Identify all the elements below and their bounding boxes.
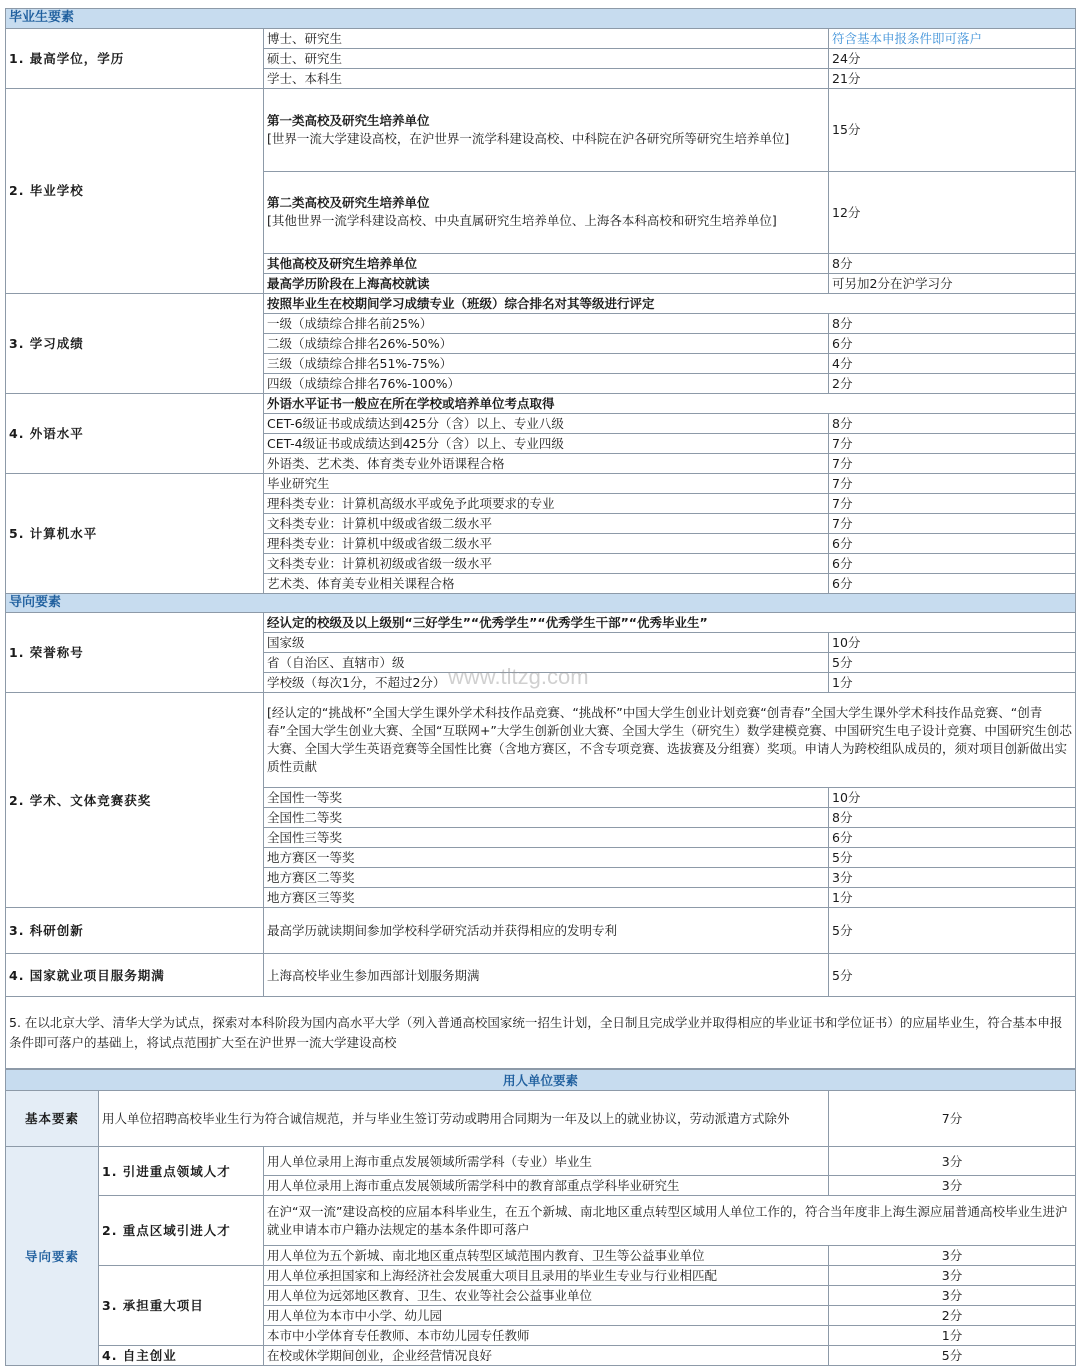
talent-label: 1. 引进重点领域人才 [99, 1147, 264, 1196]
computer-item: 毕业研究生 [264, 473, 829, 493]
competition-score: 5分 [829, 848, 1076, 868]
school-category-1 [264, 88, 829, 171]
region-item: 用人单位为五个新城、南北地区重点转型区域范围内教育、卫生等公益事业单位 [264, 1246, 829, 1266]
graduate-points-table [5, 8, 1076, 1069]
project-label: 3. 承担重大项目 [99, 1266, 264, 1346]
talent-score: 3分 [829, 1147, 1076, 1176]
competition-item: 全国性二等奖 [264, 808, 829, 828]
project-score: 3分 [829, 1286, 1076, 1306]
computer-score: 6分 [829, 533, 1076, 553]
computer-item: 文科类专业：计算机初级或省级一级水平 [264, 553, 829, 573]
startup-item: 在校或休学期间创业，企业经营情况良好 [264, 1346, 829, 1366]
language-intro: 外语水平证书一般应在所在学校或培养单位考点取得 [264, 393, 1076, 413]
talent-item: 用人单位录用上海市重点发展领域所需学科（专业）毕业生 [264, 1147, 829, 1176]
grades-score: 6分 [829, 333, 1076, 353]
computer-score: 7分 [829, 513, 1076, 533]
grades-score: 4分 [829, 353, 1076, 373]
honor-score: 1分 [829, 673, 1076, 693]
startup-score: 5分 [829, 1346, 1076, 1366]
school-category-3-title: 其他高校及研究生培养单位 [264, 253, 829, 273]
language-label: 4. 外语水平 [6, 393, 264, 473]
computer-item: 艺术类、体育美专业相关课程合格 [264, 573, 829, 593]
grades-item: 四级（成绩综合排名76%-100%） [264, 373, 829, 393]
language-item: CET-4级证书或成绩达到425分（含）以上、专业四级 [264, 433, 829, 453]
school-category-1-title: 第一类高校及研究生培养单位 [267, 112, 430, 128]
service-score: 5分 [829, 954, 1076, 997]
honor-label: 1. 荣誉称号 [6, 613, 264, 693]
school-shanghai-score: 可另加2分在沪学习分 [829, 273, 1076, 293]
project-item: 用人单位为远郊地区教育、卫生、农业等社会公益事业单位 [264, 1286, 829, 1306]
language-score: 8分 [829, 413, 1076, 433]
talent-score: 3分 [829, 1176, 1076, 1196]
language-score: 7分 [829, 433, 1076, 453]
school-shanghai-title: 最高学历阶段在上海高校就读 [264, 273, 829, 293]
project-item: 用人单位为本市中小学、幼儿园 [264, 1306, 829, 1326]
employer-points-table [5, 1069, 1076, 1366]
project-score: 1分 [829, 1326, 1076, 1346]
competition-item: 地方赛区一等奖 [264, 848, 829, 868]
computer-score: 6分 [829, 553, 1076, 573]
degree-score: 符含基本申报条件即可落户 [829, 28, 1076, 48]
region-intro: 在沪“双一流”建设高校的应届本科毕业生，在五个新城、南北地区重点转型区域用人单位工作的，符合当年度非上海生源应届普通高校毕业生进沪就业申请本市户籍办法规定的基本条件即可落户 [264, 1196, 1076, 1246]
competition-score: 8分 [829, 808, 1076, 828]
degree-label: 1. 最高学位，学历 [6, 28, 264, 88]
competition-score: 6分 [829, 828, 1076, 848]
service-item: 上海高校毕业生参加西部计划服务期满 [264, 954, 829, 997]
points-document [5, 8, 1075, 1366]
computer-score: 6分 [829, 573, 1076, 593]
basic-label: 基本要素 [6, 1091, 99, 1147]
basic-score: 7分 [829, 1091, 1076, 1147]
computer-label: 5. 计算机水平 [6, 473, 264, 593]
school-label: 2. 毕业学校 [6, 88, 264, 293]
section-title-graduate: 毕业生要素 [6, 9, 1076, 29]
watermark: www.tltzg.com [448, 664, 589, 689]
grades-label: 3. 学习成绩 [6, 293, 264, 393]
computer-score: 7分 [829, 473, 1076, 493]
grades-score: 2分 [829, 373, 1076, 393]
computer-item: 文科类专业：计算机中级或省级二级水平 [264, 513, 829, 533]
grades-item: 三级（成绩综合排名51%-75%） [264, 353, 829, 373]
school-category-2 [264, 171, 829, 253]
degree-item: 硕士、研究生 [264, 48, 829, 68]
school-category-2-title: 第二类高校及研究生培养单位 [267, 195, 430, 210]
competition-score: 1分 [829, 888, 1076, 908]
school-category-1-desc: [世界一流大学建设高校，在沪世界一流学科建设高校、中科院在沪各研究所等研究生培养单位] [267, 130, 790, 146]
language-item: CET-6级证书或成绩达到425分（含）以上、专业八级 [264, 413, 829, 433]
honor-item: 省（自治区、直辖市）级 [264, 653, 829, 673]
grades-item: 二级（成绩综合排名26%-50%） [264, 333, 829, 353]
competition-item: 地方赛区二等奖 [264, 868, 829, 888]
project-item: 本市中小学体育专任教师、本市幼儿园专任教师 [264, 1326, 829, 1346]
computer-item: 理科类专业：计算机中级或省级二级水平 [264, 533, 829, 553]
research-label: 3. 科研创新 [6, 908, 264, 954]
degree-item: 博士、研究生 [264, 28, 829, 48]
competition-intro: [经认定的“挑战杯”全国大学生课外学术科技作品竞赛、“挑战杯”中国大学生创业计划竞赛“创青春”全国大学生课外学术科技作品竞赛、“创青春”全国大学生创业大赛、全国“互联网+”大学生创新创业大赛、全国大学生（研究生）数学建模竞赛、中国研究生电子设计竞赛、中国研究生创芯大赛、全国大学生英语竞赛等全国性比赛（含地方赛区，不含专项竞赛、选拔赛及分组赛）奖项。申请人为跨校组队成员的，须对项目创新做出实质性贡献 [264, 693, 1076, 788]
computer-item: 理科类专业：计算机高级水平或免予此项要求的专业 [264, 493, 829, 513]
school-category-3-score: 8分 [829, 253, 1076, 273]
pilot-note: 5. 在以北京大学、清华大学为试点，探索对本科阶段为国内高水平大学（列入普通高校国家统一招生计划，全日制且完成学业并取得相应的毕业证书和学位证书）的应届毕业生，符合基本申报条件即可落户的基础上，将试点范围扩大至在沪世界一流大学建设高校 [6, 997, 1076, 1069]
research-item: 最高学历就读期间参加学校科学研究活动并获得相应的发明专利 [264, 908, 829, 954]
competition-item: 地方赛区三等奖 [264, 888, 829, 908]
project-score: 2分 [829, 1306, 1076, 1326]
competition-item: 全国性一等奖 [264, 788, 829, 808]
region-score: 3分 [829, 1246, 1076, 1266]
competition-score: 3分 [829, 868, 1076, 888]
honor-score: 10分 [829, 633, 1076, 653]
school-category-2-desc: [其他世界一流学科建设高校、中央直属研究生培养单位、上海各本科高校和研究生培养单位] [267, 213, 777, 228]
degree-score: 24分 [829, 48, 1076, 68]
startup-label: 4. 自主创业 [99, 1346, 264, 1366]
section-title-employer: 用人单位要素 [6, 1070, 1076, 1091]
grades-score: 8分 [829, 313, 1076, 333]
honor-item: 国家级 [264, 633, 829, 653]
grades-item: 一级（成绩综合排名前25%） [264, 313, 829, 333]
language-item: 外语类、艺术类、体育类专业外语课程合格 [264, 453, 829, 473]
competition-score: 10分 [829, 788, 1076, 808]
employer-guide-label: 导向要素 [6, 1147, 99, 1366]
school-category-1-score: 15分 [829, 88, 1076, 171]
degree-score: 21分 [829, 68, 1076, 88]
honor-score: 5分 [829, 653, 1076, 673]
talent-item: 用人单位录用上海市重点发展领域所需学科中的教育部重点学科毕业研究生 [264, 1176, 829, 1196]
research-score: 5分 [829, 908, 1076, 954]
degree-item: 学士、本科生 [264, 68, 829, 88]
project-score: 3分 [829, 1266, 1076, 1286]
basic-item: 用人单位招聘高校毕业生行为符合诚信规范，并与毕业生签订劳动或聘用合同期为一年及以上的就业协议，劳动派遣方式除外 [99, 1091, 829, 1147]
project-item: 用人单位承担国家和上海经济社会发展重大项目且录用的毕业生专业与行业相匹配 [264, 1266, 829, 1286]
competition-item: 全国性三等奖 [264, 828, 829, 848]
competition-label: 2. 学术、文体竞赛获奖 [6, 693, 264, 908]
honor-intro: 经认定的校级及以上级别“三好学生”“优秀学生”“优秀学生干部”“优秀毕业生” [264, 613, 1076, 633]
computer-score: 7分 [829, 493, 1076, 513]
grades-intro: 按照毕业生在校期间学习成绩专业（班级）综合排名对其等级进行评定 [264, 293, 1076, 313]
section-title-guide: 导向要素 [6, 593, 1076, 613]
school-category-2-score: 12分 [829, 171, 1076, 253]
service-label: 4. 国家就业项目服务期满 [6, 954, 264, 997]
region-label: 2. 重点区域引进人才 [99, 1196, 264, 1266]
honor-item: 学校级（每次1分，不超过2分） [264, 673, 829, 693]
language-score: 7分 [829, 453, 1076, 473]
